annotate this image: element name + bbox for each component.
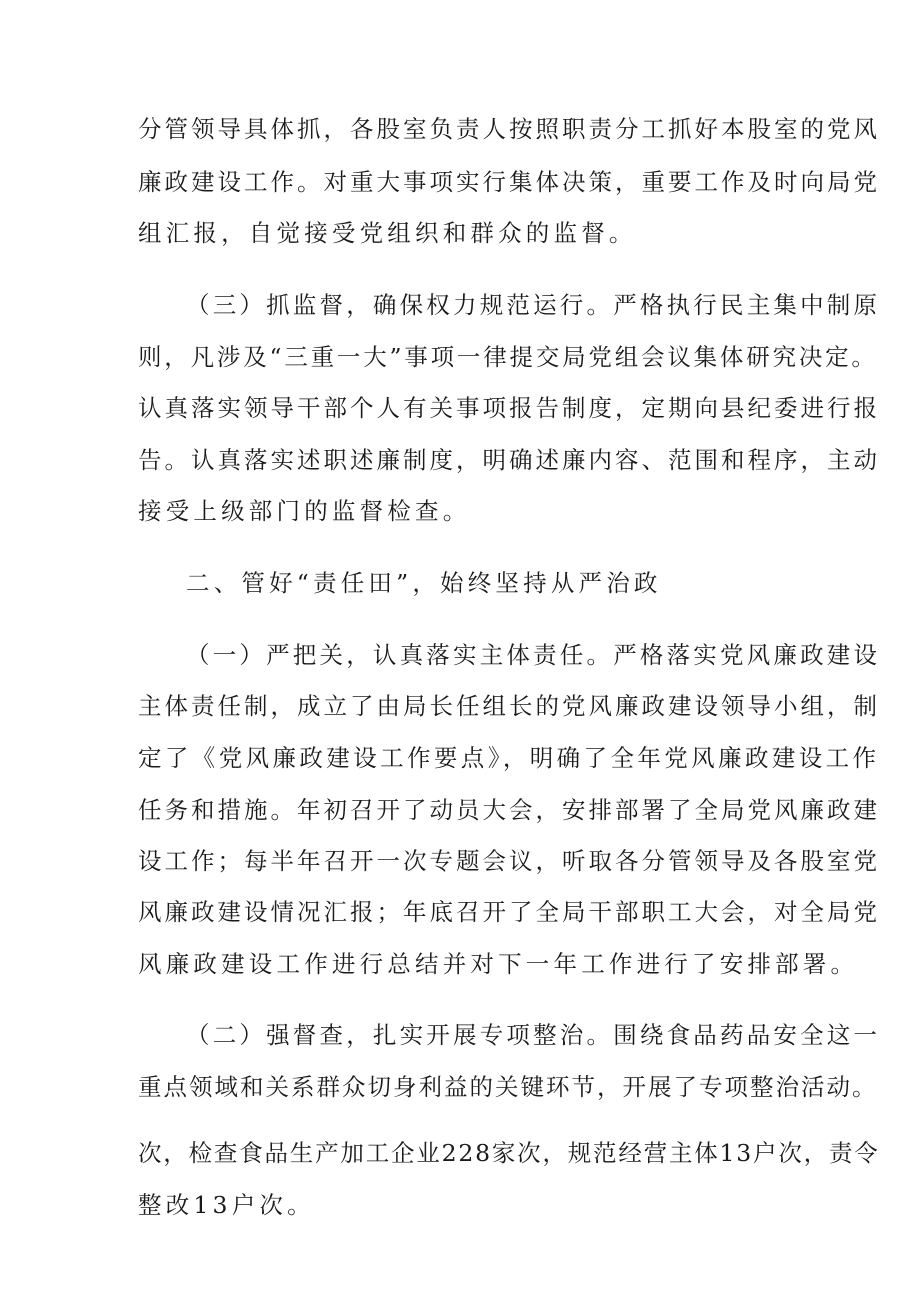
paragraph-heading-3: （三）抓监督，确保权力规范运行。严格执行民主集中制原 [186, 291, 881, 319]
text-line: 任务和措施。年初召开了动员大会，安排部署了全局党风廉政建 [138, 796, 880, 824]
text-line: 整改13户次。 [138, 1191, 315, 1219]
text-line: 告。认真落实述职述廉制度，明确述廉内容、范围和程序，主动 [138, 446, 880, 474]
text-line: 风廉政建设工作进行总结并对下一年工作进行了安排部署。 [138, 950, 859, 978]
section-heading: 二、管好“责任田”，始终坚持从严治政 [186, 569, 662, 597]
text-line: 组汇报，自觉接受党组织和群众的监督。 [138, 219, 637, 247]
text-line: 主体责任制，成立了由局长任组长的党风廉政建设领导小组，制 [138, 692, 880, 720]
text-line: 重点领域和关系群众切身利益的关键环节，开展了专项整治活动。 [138, 1073, 878, 1101]
text-line: 廉政建设工作。对重大事项实行集体决策，重要工作及时向局党 [138, 168, 880, 196]
text-line: 分管领导具体抓，各股室负责人按照职责分工抓好本股室的党风 [138, 115, 880, 143]
text-line: 接受上级部门的监督检查。 [138, 497, 471, 525]
text-line: 设工作；每半年召开一次专题会议，听取各分管领导及各股室党 [138, 847, 880, 875]
text-line: 认真落实领导干部个人有关事项报告制度，定期向县纪委进行报 [138, 394, 880, 422]
text-line: 次，检查食品生产加工企业228家次，规范经营主体13户次，责令 [138, 1139, 880, 1167]
text-line: 则，凡涉及“三重一大”事项一律提交局党组会议集体研究决定。 [138, 343, 878, 371]
text-line: 风廉政建设情况汇报；年底召开了全局干部职工大会，对全局党 [138, 898, 880, 926]
paragraph-heading-1: （一）严把关，认真落实主体责任。严格落实党风廉政建设 [186, 641, 881, 669]
text-line: 定了《党风廉政建设工作要点》，明确了全年党风廉政建设工作 [138, 744, 880, 772]
paragraph-heading-2: （二）强督查，扎实开展专项整治。围绕食品药品安全这一 [186, 1021, 881, 1049]
